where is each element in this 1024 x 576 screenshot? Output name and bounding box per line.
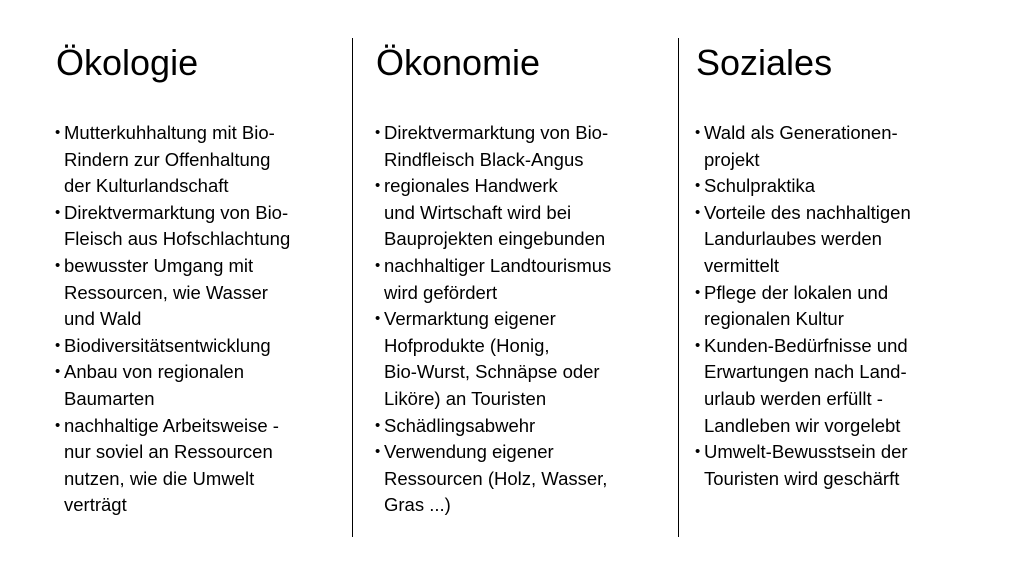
column-oekologie [56,0,346,576]
bullet-text-line: Touristen wird geschärft [704,467,900,489]
bullet-item [376,413,611,440]
bullet-text-line: Bauprojekten eingebunden [384,228,606,250]
bullet-item [376,173,611,253]
bullet-text-line: • nachhaltige Arbeitsweise - [64,414,279,436]
bullet-item [696,173,911,200]
bullet-item [56,120,290,200]
bullet-text-line: und Wald [64,308,142,330]
bullet-text-line: Gras ...) [384,494,451,516]
bullet-text-line: Rindfleisch Black-Angus [384,148,584,170]
bullet-text-line: verträgt [64,494,127,516]
bullet-text-line: wird gefördert [384,281,498,303]
column-divider [678,38,679,537]
bullet-text-line: nur soviel an Ressourcen [64,441,273,463]
bullet-text-line: • Direktvermarktung von Bio- [384,122,609,143]
bullet-item [376,306,611,412]
bullet-item [376,120,611,173]
bullet-text-line: vermittelt [704,254,780,276]
bullet-item [696,280,911,333]
column-divider [352,38,353,537]
bullet-text-line: • Mutterkuhhaltung mit Bio- [64,122,275,143]
bullet-text-line: • Verwendung eigener [384,441,554,463]
bullet-text-line: • Vorteile des nachhaltigen [704,201,911,223]
bullet-text-line: Erwartungen nach Land- [704,361,907,383]
bullet-item [696,200,911,280]
bullet-text-line: Landleben wir vorgelebt [704,414,901,436]
bullet-text-line: • Biodiversitätsentwicklung [64,334,271,356]
bullet-text-line: • Direktvermarktung von Bio- [64,201,289,223]
bullet-text-line: projekt [704,148,760,170]
bullet-item [56,200,290,253]
bullet-text-line: • Pflege der lokalen und [704,281,889,303]
bullet-item [696,439,911,492]
bullet-text-line: • Schulpraktika [704,175,816,197]
bullet-text-line: • bewusster Umgang mit [64,254,254,276]
bullet-item [376,253,611,306]
bullet-list [376,120,611,519]
bullet-text-line: Hofprodukte (Honig, [384,334,550,356]
bullet-text-line: Rindern zur Offenhaltung [64,148,271,170]
bullet-item [56,359,290,412]
bullet-text-line: • regionales Handwerk [384,175,558,197]
bullet-list [56,120,290,519]
bullet-list [696,120,911,492]
column-heading: Ökonomie [376,42,541,83]
column-oekonomie [376,0,668,576]
column-heading: Ökologie [56,42,199,83]
bullet-text-line: • Kunden-Bedürfnisse und [704,334,908,356]
bullet-text-line: Fleisch aus Hofschlachtung [64,228,291,250]
bullet-text-line: • Anbau von regionalen [64,361,245,383]
bullet-text-line: • Wald als Generationen- [704,122,898,143]
bullet-item [56,253,290,333]
bullet-text-line: • Schädlingsabwehr [384,414,536,436]
bullet-text-line: • nachhaltiger Landtourismus [384,254,612,276]
bullet-text-line: der Kulturlandschaft [64,175,229,197]
bullet-item [696,120,911,173]
bullet-text-line: und Wirtschaft wird bei [384,201,572,223]
bullet-item [56,333,290,360]
bullet-text-line: Landurlaubes werden [704,228,882,250]
bullet-text-line: • Umwelt-Bewusstsein der [704,441,908,463]
bullet-text-line: regionalen Kultur [704,308,844,330]
bullet-item [56,413,290,519]
bullet-text-line: • Vermarktung eigener [384,308,556,330]
bullet-text-line: Baumarten [64,387,155,409]
column-soziales [696,0,996,576]
bullet-item [696,333,911,439]
bullet-text-line: Bio-Wurst, Schnäpse oder [384,361,600,383]
bullet-text-line: Ressourcen, wie Wasser [64,281,268,303]
bullet-text-line: urlaub werden erfüllt - [704,387,883,409]
bullet-text-line: Liköre) an Touristen [384,387,547,409]
column-heading: Soziales [696,42,833,83]
bullet-text-line: Ressourcen (Holz, Wasser, [384,467,608,489]
bullet-text-line: nutzen, wie die Umwelt [64,467,255,489]
bullet-item [376,439,611,519]
